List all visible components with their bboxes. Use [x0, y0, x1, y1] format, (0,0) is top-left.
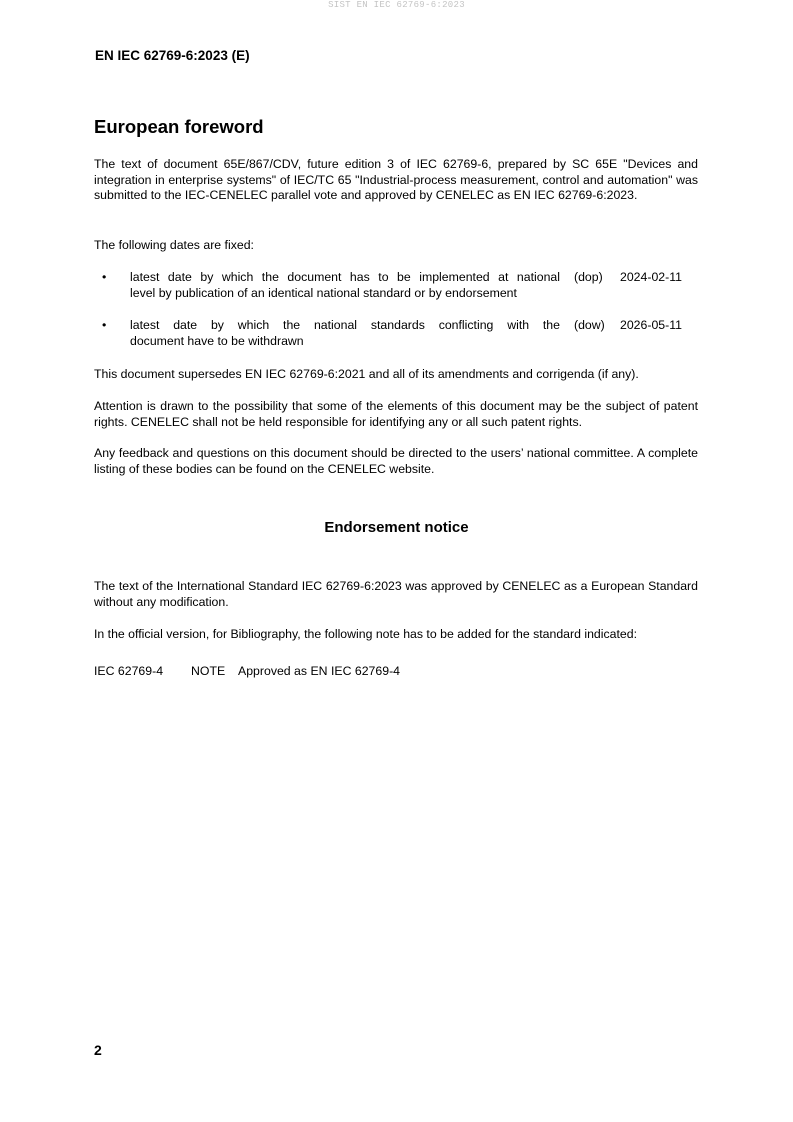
foreword-title: European foreword: [94, 116, 264, 137]
bullet-marker: •: [102, 318, 107, 332]
date-code: (dop): [574, 270, 603, 284]
date-item-description-cont: [130, 334, 560, 350]
dates-intro-paragraph: The following dates are fixed:: [94, 238, 254, 252]
note-reference: IEC 62769-4: [94, 664, 164, 678]
date-value: 2024-02-11: [620, 270, 682, 284]
date-item-line: latest date by which the national standards conflicting with the: [130, 318, 560, 332]
date-item-line: level by publication of an identical national standard or by endorsement: [130, 286, 517, 300]
endorsement-approval-paragraph: The text of the International Standard IEC 62769-6:2023 was approved by CENELEC as a European Standard without any modification.: [94, 579, 698, 609]
supersedes-paragraph: This document supersedes EN IEC 62769-6:2021 and all of its amendments and corrigenda (if any).: [94, 367, 639, 381]
date-item-line: latest date by which the document has to be implemented at national: [130, 270, 560, 284]
date-value: 2026-05-11: [620, 318, 682, 332]
foreword-intro-paragraph: The text of document 65E/867/CDV, future edition 3 of IEC 62769-6, prepared by SC 65E "Devices and integration in enterprise systems" of IEC/TC 65 "Industrial-process measurement, control and automation" was submitted to the IEC-CENELEC parallel vote and approved by CENELEC as EN IEC 62769-6:2023.: [94, 157, 698, 203]
note-text: Approved as EN IEC 62769-4: [238, 664, 401, 678]
bibliography-note-paragraph: In the official version, for Bibliography, the following note has to be added for the standard indicated:: [94, 627, 638, 641]
date-code: (dow): [574, 318, 605, 332]
document-id: EN IEC 62769-6:2023 (E): [95, 48, 250, 63]
note-label: NOTE: [191, 664, 226, 678]
bullet-marker: •: [102, 270, 107, 284]
date-item-description: [130, 270, 560, 286]
endorsement-title: Endorsement notice: [324, 519, 469, 536]
watermark: SIST EN IEC 62769-6:2023: [328, 0, 465, 10]
date-item-description-cont: [130, 286, 560, 302]
date-item-line: document have to be withdrawn: [130, 334, 304, 348]
feedback-paragraph: Any feedback and questions on this document should be directed to the users’ national committee. A complete listing of these bodies can be found on the CENELEC website.: [94, 446, 698, 476]
date-item-description: [130, 318, 560, 334]
patent-paragraph: Attention is drawn to the possibility that some of the elements of this document may be the subject of patent rights. CENELEC shall not be held responsible for identifying any or all such patent rights.: [94, 399, 698, 429]
page-number: 2: [94, 1042, 102, 1058]
